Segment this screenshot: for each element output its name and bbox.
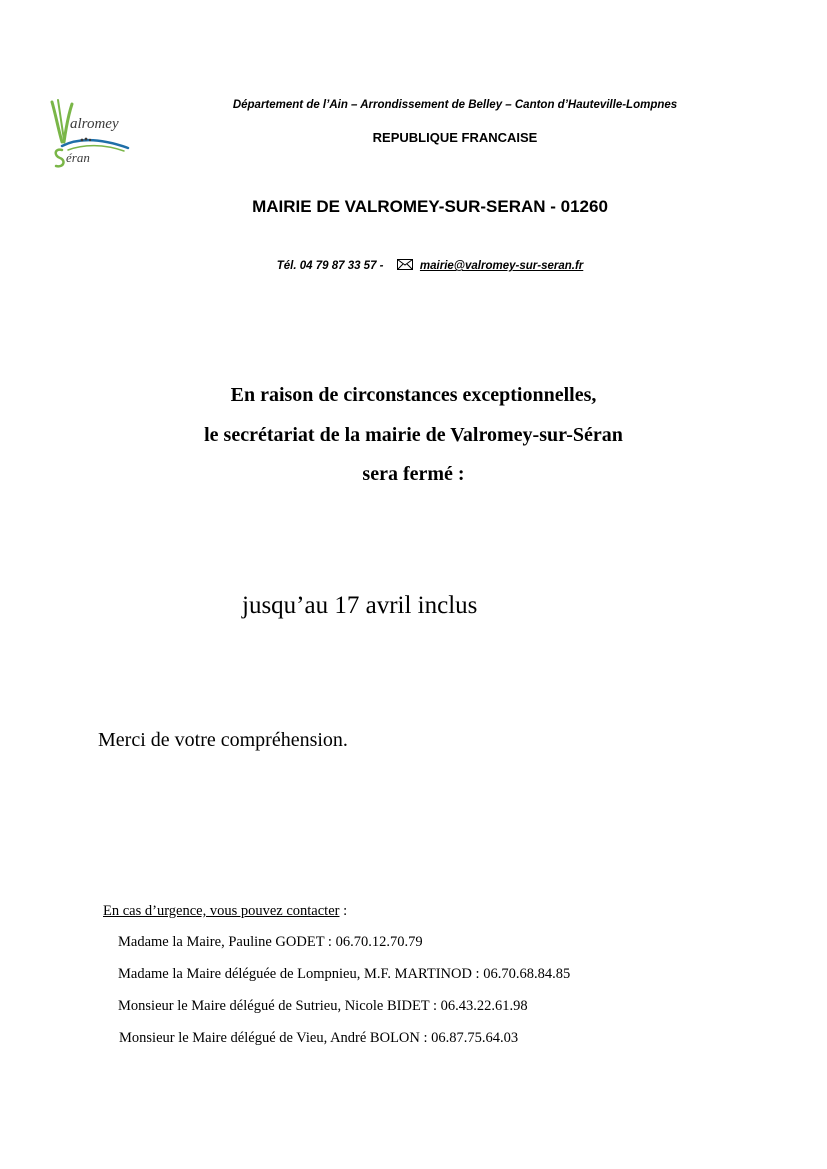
closure-date: jusqu’au 17 avril inclus bbox=[242, 592, 478, 619]
logo-text-seran: éran bbox=[66, 150, 90, 165]
emergency-intro bbox=[103, 903, 347, 920]
contact-item: Monsieur le Maire délégué de Sutrieu, Nicole BIDET : 06.43.22.61.98 bbox=[118, 998, 528, 1014]
announcement-line-3: sera fermé : bbox=[362, 463, 465, 485]
contact-line bbox=[150, 259, 710, 273]
phone-text: Tél. 04 79 87 33 57 - bbox=[276, 260, 384, 272]
announcement-line-2: le secrétariat de la mairie de Valromey-sur-Séran bbox=[204, 424, 623, 446]
thanks-text: Merci de votre compréhension. bbox=[98, 729, 348, 751]
envelope-icon bbox=[397, 259, 413, 273]
department-line: Département de l’Ain – Arrondissement de Belley – Canton d’Hauteville-Lompnes bbox=[232, 99, 678, 111]
mairie-title: MAIRIE DE VALROMEY-SUR-SERAN - 01260 bbox=[252, 197, 608, 216]
logo-text-valromey: alromey bbox=[70, 116, 119, 132]
emergency-intro-text: En cas d’urgence, vous pouvez contacter bbox=[103, 903, 340, 919]
contact-item: Madame la Maire déléguée de Lompnieu, M.F. MARTINOD : 06.70.68.84.85 bbox=[118, 966, 571, 982]
republic-heading: REPUBLIQUE FRANCAISE bbox=[372, 130, 538, 145]
emergency-intro-suffix: : bbox=[339, 903, 348, 919]
valromey-seran-logo bbox=[48, 98, 132, 168]
email-link[interactable]: mairie@valromey-sur-seran.fr bbox=[419, 260, 584, 272]
contact-item: Madame la Maire, Pauline GODET : 06.70.12.70.79 bbox=[118, 934, 423, 950]
announcement-line-1: En raison de circonstances exceptionnelles, bbox=[230, 384, 597, 406]
contact-item: Monsieur le Maire délégué de Vieu, André BOLON : 06.87.75.64.03 bbox=[119, 1030, 519, 1046]
